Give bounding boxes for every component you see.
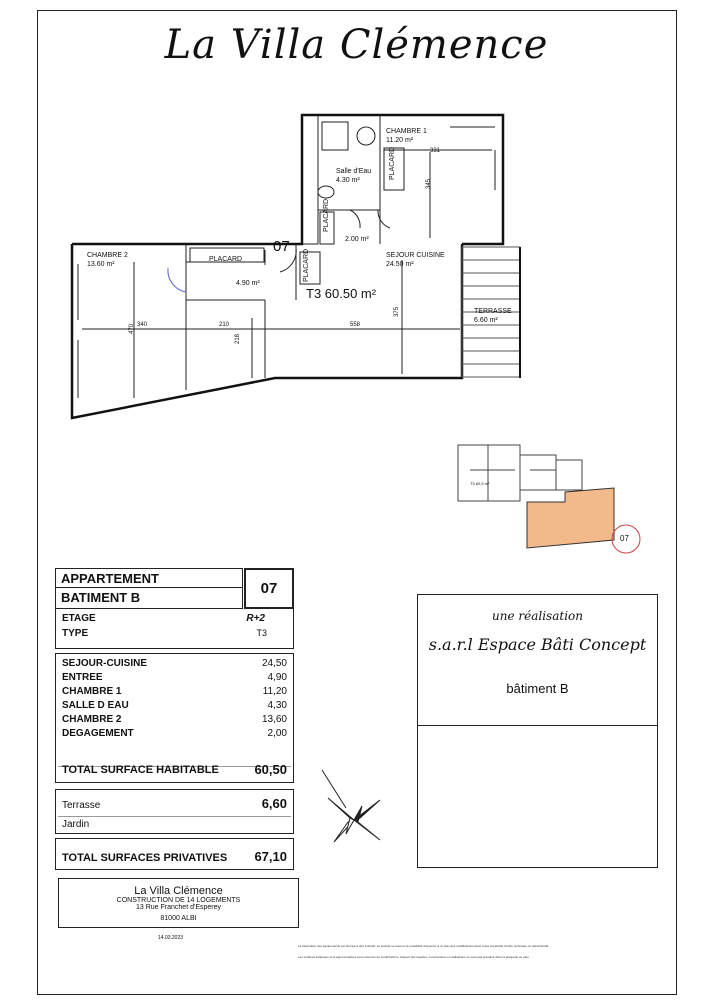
- salle-eau-area: 4.30 m²: [336, 177, 360, 184]
- type-row: [62, 628, 287, 642]
- realisation-separator: [418, 725, 657, 726]
- type-value: T3: [256, 628, 267, 638]
- surface-row: [62, 658, 287, 672]
- chambre2-name: CHAMBRE 2: [87, 252, 128, 259]
- salle-eau-name: Salle d'Eau: [336, 168, 372, 175]
- realisation-company: s.a.r.l Espace Bâti Concept: [428, 635, 647, 654]
- chambre1-name: CHAMBRE 1: [386, 128, 427, 135]
- unit-number: 07: [273, 238, 290, 255]
- surface-value: 13,60: [261, 714, 287, 725]
- surface-label: SEJOUR-CUISINE: [62, 658, 148, 669]
- footnote-2: Les surfaces indiquées sont approximatives sous réserves de modifications, l'aspect des façades, constructions et réalisations ne peut pas prévaloir dans la plaquette ce plan.: [298, 955, 530, 959]
- placard-label-chambre1: PLACARD: [389, 146, 396, 180]
- sejour-area: 24.50 m²: [386, 261, 414, 268]
- total-private-label: TOTAL SURFACES PRIVATIVES: [62, 852, 228, 864]
- surface-row: [62, 700, 287, 714]
- jardin-row: [62, 819, 287, 833]
- surface-value: 4,90: [267, 672, 287, 683]
- surface-label: DEGAGEMENT: [62, 728, 134, 739]
- terrasse-area: 6.60 m²: [474, 317, 498, 324]
- realisation-box: [417, 594, 658, 868]
- etage-label: ETAGE: [62, 613, 96, 624]
- credit-name: La Villa Clémence: [134, 885, 223, 897]
- dim-331: 331: [430, 148, 441, 154]
- surface-row: [62, 728, 287, 742]
- dim-470: 470: [129, 323, 136, 335]
- surface-value: 4,30: [267, 700, 287, 711]
- total-private-value: 67,10: [254, 849, 287, 864]
- credit-line1: CONSTRUCTION DE 14 LOGEMENTS: [116, 897, 241, 904]
- jardin-label: Jardin: [62, 819, 90, 830]
- surface-label: CHAMBRE 1: [62, 686, 122, 697]
- dim-345: 345: [426, 178, 433, 190]
- etage-value: R+2: [246, 613, 265, 624]
- credit-line2: 13 Rue Franchet d'Esperey: [136, 904, 221, 911]
- etage-type-box: [55, 609, 294, 649]
- terrasse-row: [62, 796, 287, 814]
- surface-row: [62, 714, 287, 728]
- building-label: BATIMENT B: [55, 588, 243, 609]
- placard-label-hall: PLACARD: [303, 248, 310, 282]
- entree-area: 4.90 m²: [236, 280, 260, 287]
- placard-label-entry: PLACARD: [209, 256, 243, 263]
- surface-label: CHAMBRE 2: [62, 714, 122, 725]
- apartment-number: 07: [244, 568, 294, 609]
- chambre2-area: 13.60 m²: [87, 261, 115, 268]
- page-title: La Villa Clémence: [164, 22, 549, 68]
- dim-375: 375: [394, 306, 401, 318]
- total-private-box: [55, 838, 294, 870]
- surface-label: ENTREE: [62, 672, 103, 683]
- surface-row: [62, 672, 287, 686]
- surface-value: 2,00: [267, 728, 287, 739]
- credit-line3: 81000 ALBI: [160, 915, 197, 922]
- surfaces-box: [55, 653, 294, 783]
- sejour-name: SEJOUR CUISINE: [386, 252, 445, 259]
- total-habitable-row: [62, 764, 287, 778]
- credit-box: [58, 878, 299, 928]
- terrasse-name: TERRASSE: [474, 308, 512, 315]
- dim-558: 558: [350, 322, 361, 328]
- placard-label-bath: PLACARD: [323, 198, 330, 232]
- type-label: TYPE: [62, 628, 89, 639]
- etage-row: [62, 613, 287, 627]
- unit-label: T3 60.50 m²: [306, 286, 377, 301]
- dim-218: 218: [235, 333, 242, 345]
- surface-value: 11,20: [262, 686, 287, 697]
- degagement-area: 2.00 m²: [345, 236, 369, 243]
- total-habitable-label: TOTAL SURFACE HABITABLE: [62, 764, 219, 776]
- dim-210: 210: [219, 322, 230, 328]
- realisation-intro: une réalisation: [492, 609, 583, 623]
- surface-value: 24,50: [261, 658, 287, 669]
- surface-row: [62, 686, 287, 700]
- keyplan-label: T3 60,5 m²: [470, 481, 490, 486]
- terrasse-label: Terrasse: [62, 800, 101, 811]
- date: 14.03.2023: [158, 935, 184, 941]
- apartment-header: APPARTEMENT: [55, 568, 243, 588]
- total-habitable-value: 60,50: [254, 762, 287, 777]
- exterior-box: [55, 789, 294, 834]
- chambre1-area: 11.20 m²: [386, 137, 414, 144]
- footnote-1: La disposition des équipements est donnée à titre indicatif. La société se réserve la possibilité d'apporter à ce plan des modifications dans à des impératifs d'ordre technique ou administratif.: [298, 944, 549, 948]
- surface-label: SALLE D EAU: [62, 700, 129, 711]
- terrasse-value: 6,60: [261, 796, 287, 811]
- dim-340: 340: [137, 322, 148, 328]
- jardin-separator: [58, 816, 291, 817]
- keyplan-badge: 07: [620, 534, 629, 543]
- realisation-building: bâtiment B: [506, 681, 569, 696]
- total-private-row: [62, 849, 287, 866]
